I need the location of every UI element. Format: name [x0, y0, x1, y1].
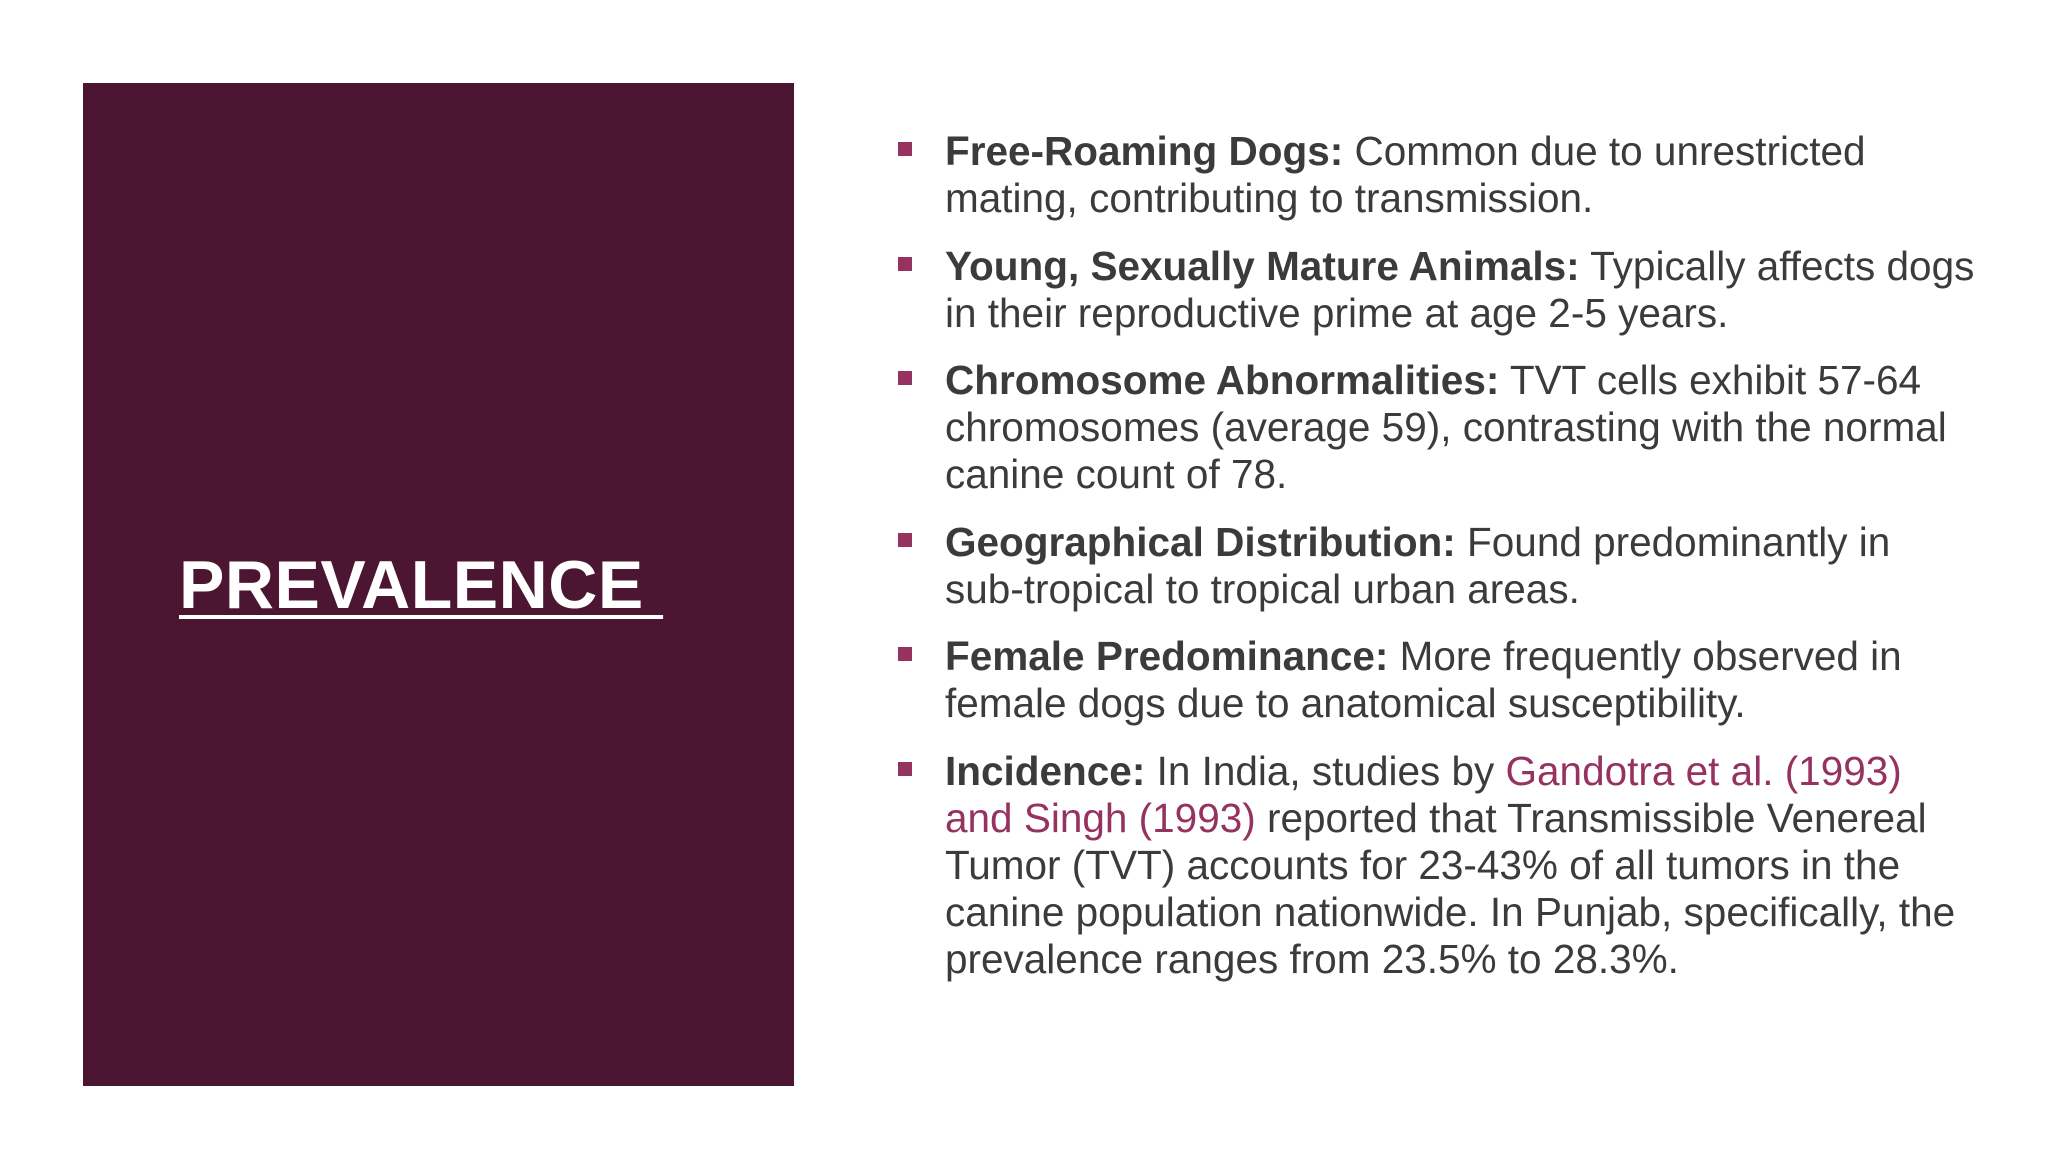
bullet-text: In India, studies by	[1145, 747, 1506, 794]
square-bullet-icon	[898, 533, 912, 547]
title-panel	[83, 83, 794, 1086]
square-bullet-icon	[898, 142, 912, 156]
bullet-text: Found predominantly in sub-tropical to tropical urban areas.	[945, 518, 1891, 612]
bullet-text: More frequently observed in female dogs due to anatomical susceptibility.	[945, 633, 1902, 726]
slide-title: PREVALENCE	[179, 547, 664, 623]
bullet-item-young-sexually-mature-animals	[895, 243, 1975, 337]
square-bullet-icon	[898, 762, 912, 776]
square-bullet-icon	[898, 647, 912, 661]
bullet-item-free-roaming-dogs	[895, 128, 1975, 222]
bullet-item-chromosome-abnormalities	[895, 357, 1975, 498]
bullet-heading: Free-Roaming Dogs:	[945, 128, 1344, 174]
bullet-heading: Geographical Distribution:	[945, 518, 1456, 565]
content-area	[895, 128, 1975, 1003]
bullet-list	[895, 128, 1975, 983]
bullet-item-female-predominance	[895, 633, 1975, 727]
bullet-text: reported that Transmissible Venereal Tumor (TVT) accounts for 23-43% of all tumors in the canine population nationwide. In Punjab, specifically, the prevalence ranges from 23.5% to 28.3%.	[945, 794, 1956, 982]
bullet-heading: Female Predominance:	[945, 633, 1389, 679]
bullet-item-incidence	[895, 748, 1975, 983]
bullet-heading: Young, Sexually Mature Animals:	[945, 242, 1580, 289]
bullet-text: Common due to unrestricted mating, contributing to transmission.	[945, 128, 1866, 221]
bullet-heading: Chromosome Abnormalities:	[945, 357, 1500, 403]
citation-text: Gandotra et al. (1993) and Singh (1993)	[945, 747, 1902, 841]
bullet-text: TVT cells exhibit 57-64 chromosomes (average 59), contrasting with the normal canine count of 78.	[945, 357, 1947, 497]
bullet-text: Typically affects dogs in their reproductive prime at age 2-5 years.	[945, 242, 1975, 336]
square-bullet-icon	[898, 257, 912, 271]
bullet-item-geographical-distribution	[895, 519, 1975, 613]
square-bullet-icon	[898, 371, 912, 385]
bullet-heading: Incidence:	[945, 747, 1146, 794]
